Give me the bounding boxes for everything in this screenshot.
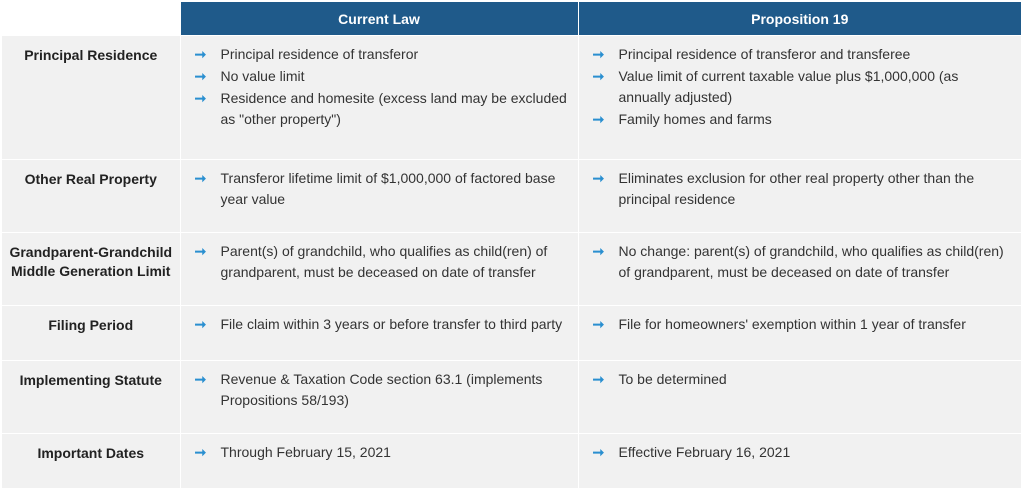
item-text: Effective February 16, 2021 [619,442,1012,463]
arrow-right-icon: ➞ [593,168,619,189]
table-row [2,36,1021,160]
item-text: Principal residence of transferor [221,44,568,65]
arrow-right-icon: ➞ [195,66,221,87]
arrow-right-icon: ➞ [593,442,619,463]
arrow-right-icon: ➞ [195,168,221,189]
header-current-law: Current Law [180,2,578,36]
current-law-cell [180,361,578,434]
proposition-19-cell [578,36,1021,160]
list-item [593,168,1012,210]
item-text: No value limit [221,66,568,87]
row-label: Other Real Property [2,160,180,233]
list-item [593,314,1012,335]
item-text: Through February 15, 2021 [221,442,568,463]
arrow-right-icon: ➞ [195,44,221,65]
table-row [2,306,1021,361]
item-text: Value limit of current taxable value plus $1,000,000 (as annually adjusted) [619,66,1012,108]
table-row [2,434,1021,488]
list-item [195,88,568,130]
arrow-right-icon: ➞ [593,109,619,130]
arrow-right-icon: ➞ [593,241,619,262]
bullet-list [593,369,1012,390]
item-text: Transferor lifetime limit of $1,000,000 of factored base year value [221,168,568,210]
list-item [195,66,568,87]
item-text: Parent(s) of grandchild, who qualifies as child(ren) of grandparent, must be deceased on date of transfer [221,241,568,283]
item-text: Family homes and farms [619,109,1012,130]
list-item [195,241,568,283]
list-item [593,109,1012,130]
list-item [195,369,568,411]
list-item [195,44,568,65]
comparison-table [2,2,1021,488]
bullet-list [195,442,568,463]
arrow-right-icon: ➞ [593,369,619,390]
list-item [593,442,1012,463]
proposition-19-cell [578,306,1021,361]
arrow-right-icon: ➞ [593,314,619,335]
bullet-list [195,369,568,411]
arrow-right-icon: ➞ [195,241,221,262]
proposition-19-cell [578,434,1021,488]
item-text: File for homeowners' exemption within 1 year of transfer [619,314,1012,335]
proposition-19-cell [578,361,1021,434]
arrow-right-icon: ➞ [593,66,619,87]
bullet-list [593,241,1012,283]
item-text: To be determined [619,369,1012,390]
current-law-cell [180,306,578,361]
list-item [195,314,568,335]
item-text: Eliminates exclusion for other real property other than the principal residence [619,168,1012,210]
arrow-right-icon: ➞ [195,442,221,463]
table-row [2,361,1021,434]
table-row [2,160,1021,233]
current-law-cell [180,233,578,306]
bullet-list [195,314,568,335]
header-blank-cell [2,2,180,36]
item-text: Principal residence of transferor and transferee [619,44,1012,65]
bullet-list [593,314,1012,335]
header-proposition-19: Proposition 19 [578,2,1021,36]
current-law-cell [180,36,578,160]
bullet-list [593,442,1012,463]
current-law-cell [180,434,578,488]
arrow-right-icon: ➞ [195,369,221,390]
list-item [593,241,1012,283]
header-row [2,2,1021,36]
bullet-list [195,168,568,210]
row-label: Grandparent-Grandchild Middle Generation Limit [2,233,180,306]
list-item [593,369,1012,390]
bullet-list [593,168,1012,210]
row-label: Important Dates [2,434,180,488]
list-item [195,442,568,463]
item-text: File claim within 3 years or before transfer to third party [221,314,568,335]
bullet-list [593,44,1012,130]
row-label: Implementing Statute [2,361,180,434]
bullet-list [195,44,568,130]
arrow-right-icon: ➞ [195,88,221,109]
arrow-right-icon: ➞ [195,314,221,335]
row-label: Principal Residence [2,36,180,160]
proposition-19-cell [578,233,1021,306]
row-label: Filing Period [2,306,180,361]
bullet-list [195,241,568,283]
table-row [2,233,1021,306]
list-item [195,168,568,210]
current-law-cell [180,160,578,233]
arrow-right-icon: ➞ [593,44,619,65]
list-item [593,44,1012,65]
proposition-19-cell [578,160,1021,233]
list-item [593,66,1012,108]
item-text: Residence and homesite (excess land may be excluded as "other property") [221,88,568,130]
item-text: No change: parent(s) of grandchild, who qualifies as child(ren) of grandparent, must be deceased on date of transfer [619,241,1012,283]
item-text: Revenue & Taxation Code section 63.1 (implements Propositions 58/193) [221,369,568,411]
